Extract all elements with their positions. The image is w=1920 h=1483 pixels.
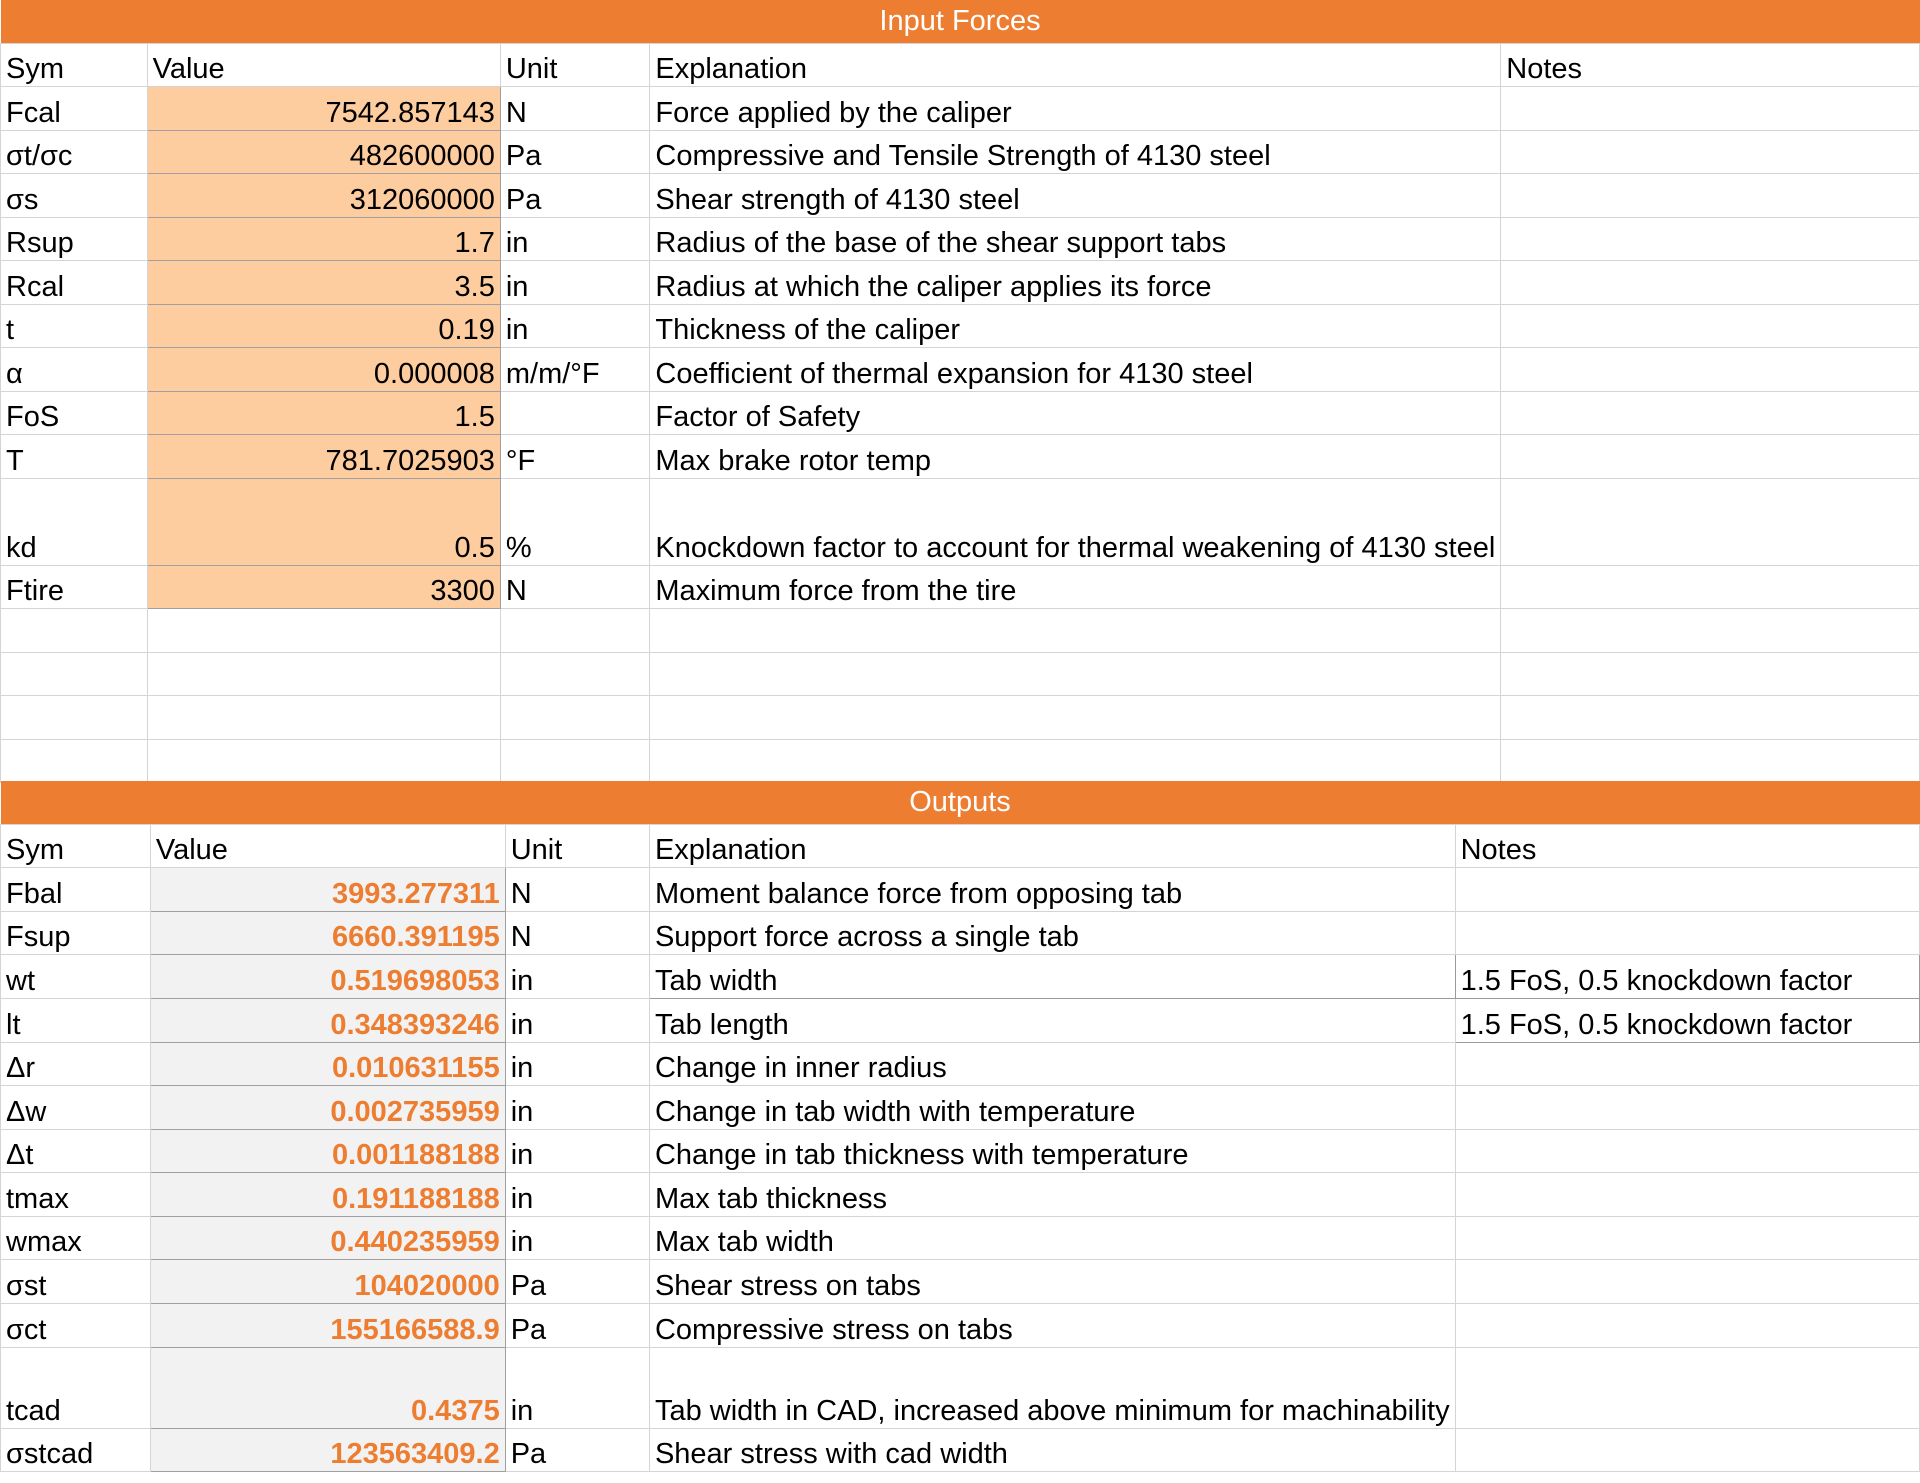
table-row xyxy=(1,1173,1920,1217)
empty-row xyxy=(1,653,1920,696)
sym-cell[interactable]: σct xyxy=(1,1304,151,1348)
notes-cell[interactable] xyxy=(1501,392,1920,435)
sym-cell[interactable]: Fcal xyxy=(1,87,148,131)
sym-cell[interactable]: Rsup xyxy=(1,218,148,261)
notes-cell[interactable] xyxy=(1455,912,1919,955)
explanation-cell[interactable]: Thickness of the caliper xyxy=(650,305,1501,348)
notes-cell[interactable] xyxy=(1501,174,1920,218)
table-row xyxy=(1,1429,1920,1472)
empty-row xyxy=(1,740,1920,783)
table-row xyxy=(1,1086,1920,1130)
explanation-cell[interactable]: Knockdown factor to account for thermal weakening of 4130 steel xyxy=(650,479,1501,566)
notes-cell[interactable] xyxy=(1455,1086,1919,1130)
unit-cell[interactable]: Pa xyxy=(505,1304,649,1348)
empty-cell[interactable] xyxy=(500,740,650,783)
value-cell[interactable]: 1.5 xyxy=(147,392,500,435)
empty-cell[interactable] xyxy=(500,609,650,653)
explanation-cell[interactable]: Change in tab thickness with temperature xyxy=(649,1130,1455,1173)
explanation-cell[interactable]: Tab width xyxy=(649,955,1455,999)
notes-cell[interactable] xyxy=(1455,1130,1919,1173)
explanation-cell[interactable]: Force applied by the caliper xyxy=(650,87,1501,131)
empty-cell[interactable] xyxy=(1501,609,1920,653)
sym-cell[interactable]: Δt xyxy=(1,1130,151,1173)
table-row xyxy=(1,305,1920,348)
value-cell[interactable]: 0.191188188 xyxy=(150,1173,505,1217)
table-row xyxy=(1,174,1920,218)
unit-cell[interactable]: in xyxy=(500,261,650,305)
explanation-cell[interactable]: Radius at which the caliper applies its force xyxy=(650,261,1501,305)
explanation-cell[interactable]: Moment balance force from opposing tab xyxy=(649,868,1455,912)
table-row xyxy=(1,348,1920,392)
explanation-cell[interactable]: Coefficient of thermal expansion for 4130 steel xyxy=(650,348,1501,392)
empty-cell[interactable] xyxy=(1501,653,1920,696)
input-header-row xyxy=(1,44,1920,87)
notes-cell[interactable] xyxy=(1455,1173,1919,1217)
value-cell[interactable]: 0.440235959 xyxy=(150,1217,505,1260)
sym-cell[interactable]: lt xyxy=(1,999,151,1043)
value-cell[interactable]: 123563409.2 xyxy=(150,1429,505,1472)
sym-cell[interactable]: Rcal xyxy=(1,261,148,305)
empty-cell[interactable] xyxy=(1501,696,1920,740)
sym-cell[interactable]: T xyxy=(1,435,148,479)
unit-cell[interactable]: in xyxy=(505,1086,649,1130)
unit-cell[interactable]: in xyxy=(505,1173,649,1217)
sym-cell[interactable]: σs xyxy=(1,174,148,218)
table-row xyxy=(1,955,1920,999)
sym-cell[interactable]: Δw xyxy=(1,1086,151,1130)
table-row xyxy=(1,1217,1920,1260)
empty-cell[interactable] xyxy=(147,609,500,653)
value-cell[interactable]: 155166588.9 xyxy=(150,1304,505,1348)
table-row xyxy=(1,1304,1920,1348)
notes-cell[interactable] xyxy=(1501,435,1920,479)
unit-cell[interactable]: in xyxy=(500,305,650,348)
sym-cell[interactable]: Δr xyxy=(1,1043,151,1086)
empty-cell[interactable] xyxy=(147,653,500,696)
unit-cell[interactable]: Pa xyxy=(500,174,650,218)
value-cell[interactable]: 0.519698053 xyxy=(150,955,505,999)
sym-cell[interactable]: Fbal xyxy=(1,868,151,912)
value-cell[interactable]: 0.348393246 xyxy=(150,999,505,1043)
value-cell[interactable]: 0.4375 xyxy=(150,1348,505,1429)
header-sym[interactable]: Sym xyxy=(1,825,151,868)
explanation-cell[interactable]: Max tab thickness xyxy=(649,1173,1455,1217)
notes-cell[interactable] xyxy=(1455,1348,1919,1429)
sym-cell[interactable]: wt xyxy=(1,955,151,999)
explanation-cell[interactable]: Shear stress with cad width xyxy=(649,1429,1455,1472)
header-unit[interactable]: Unit xyxy=(505,825,649,868)
table-row xyxy=(1,1260,1920,1304)
table-row xyxy=(1,868,1920,912)
sym-cell[interactable]: tmax xyxy=(1,1173,151,1217)
notes-cell[interactable]: 1.5 FoS, 0.5 knockdown factor xyxy=(1455,955,1919,999)
empty-cell[interactable] xyxy=(1,653,148,696)
value-cell[interactable]: 7542.857143 xyxy=(147,87,500,131)
unit-cell[interactable]: in xyxy=(505,955,649,999)
table-row xyxy=(1,999,1920,1043)
sym-cell[interactable]: σt/σc xyxy=(1,131,148,174)
sym-cell[interactable]: Fsup xyxy=(1,912,151,955)
explanation-cell[interactable]: Factor of Safety xyxy=(650,392,1501,435)
sym-cell[interactable]: α xyxy=(1,348,148,392)
empty-row xyxy=(1,696,1920,740)
value-cell[interactable]: 1.7 xyxy=(147,218,500,261)
explanation-cell[interactable]: Radius of the base of the shear support tabs xyxy=(650,218,1501,261)
notes-cell[interactable] xyxy=(1501,305,1920,348)
explanation-cell[interactable]: Shear stress on tabs xyxy=(649,1260,1455,1304)
empty-cell[interactable] xyxy=(1,740,148,783)
unit-cell[interactable]: in xyxy=(505,999,649,1043)
notes-cell[interactable] xyxy=(1455,868,1919,912)
output-title-row xyxy=(1,781,1920,825)
empty-cell[interactable] xyxy=(650,696,1501,740)
unit-cell[interactable]: N xyxy=(505,868,649,912)
header-explanation[interactable]: Explanation xyxy=(650,44,1501,87)
value-cell[interactable]: 3300 xyxy=(147,566,500,609)
notes-cell[interactable] xyxy=(1501,131,1920,174)
explanation-cell[interactable]: Support force across a single tab xyxy=(649,912,1455,955)
unit-cell[interactable]: °F xyxy=(500,435,650,479)
explanation-cell[interactable]: Compressive stress on tabs xyxy=(649,1304,1455,1348)
explanation-cell[interactable]: Change in tab width with temperature xyxy=(649,1086,1455,1130)
explanation-cell[interactable]: Compressive and Tensile Strength of 4130 steel xyxy=(650,131,1501,174)
unit-cell[interactable]: in xyxy=(505,1043,649,1086)
unit-cell[interactable]: in xyxy=(505,1348,649,1429)
empty-cell[interactable] xyxy=(650,653,1501,696)
value-cell[interactable]: 482600000 xyxy=(147,131,500,174)
unit-cell[interactable]: N xyxy=(505,912,649,955)
empty-cell[interactable] xyxy=(1,696,148,740)
header-explanation[interactable]: Explanation xyxy=(649,825,1455,868)
value-cell[interactable]: 0.5 xyxy=(147,479,500,566)
empty-cell[interactable] xyxy=(650,609,1501,653)
empty-row xyxy=(1,609,1920,653)
notes-cell[interactable]: 1.5 FoS, 0.5 knockdown factor xyxy=(1455,999,1919,1043)
output-header-row xyxy=(1,825,1920,868)
unit-cell[interactable]: Pa xyxy=(505,1260,649,1304)
empty-cell[interactable] xyxy=(147,740,500,783)
unit-cell[interactable]: in xyxy=(505,1217,649,1260)
notes-cell[interactable] xyxy=(1455,1043,1919,1086)
notes-cell[interactable] xyxy=(1501,218,1920,261)
table-row xyxy=(1,912,1920,955)
table-row xyxy=(1,1348,1920,1429)
value-cell[interactable]: 3.5 xyxy=(147,261,500,305)
value-cell[interactable]: 0.001188188 xyxy=(150,1130,505,1173)
value-cell[interactable]: 312060000 xyxy=(147,174,500,218)
sym-cell[interactable]: σst xyxy=(1,1260,151,1304)
header-sym[interactable]: Sym xyxy=(1,44,148,87)
value-cell[interactable]: 0.002735959 xyxy=(150,1086,505,1130)
explanation-cell[interactable]: Tab width in CAD, increased above minimum for machinability xyxy=(649,1348,1455,1429)
notes-cell[interactable] xyxy=(1501,348,1920,392)
notes-cell[interactable] xyxy=(1455,1429,1919,1472)
unit-cell[interactable]: % xyxy=(500,479,650,566)
unit-cell[interactable]: in xyxy=(505,1130,649,1173)
table-row xyxy=(1,1130,1920,1173)
unit-cell[interactable]: N xyxy=(500,87,650,131)
value-cell[interactable]: 104020000 xyxy=(150,1260,505,1304)
unit-cell[interactable]: m/m/°F xyxy=(500,348,650,392)
header-unit[interactable]: Unit xyxy=(500,44,650,87)
unit-cell[interactable]: N xyxy=(500,566,650,609)
sym-cell[interactable]: tcad xyxy=(1,1348,151,1429)
sym-cell[interactable]: t xyxy=(1,305,148,348)
notes-cell[interactable] xyxy=(1501,87,1920,131)
empty-cell[interactable] xyxy=(1,609,148,653)
table-row xyxy=(1,261,1920,305)
value-cell[interactable]: 3993.277311 xyxy=(150,868,505,912)
table-row xyxy=(1,218,1920,261)
header-notes[interactable]: Notes xyxy=(1455,825,1919,868)
value-cell[interactable]: 6660.391195 xyxy=(150,912,505,955)
header-value[interactable]: Value xyxy=(147,44,500,87)
sym-cell[interactable]: FoS xyxy=(1,392,148,435)
sym-cell[interactable]: kd xyxy=(1,479,148,566)
header-notes[interactable]: Notes xyxy=(1501,44,1920,87)
notes-cell[interactable] xyxy=(1501,566,1920,609)
value-cell[interactable]: 0.19 xyxy=(147,305,500,348)
empty-cell[interactable] xyxy=(650,740,1501,783)
table-row xyxy=(1,479,1920,566)
table-row xyxy=(1,566,1920,609)
explanation-cell[interactable]: Maximum force from the tire xyxy=(650,566,1501,609)
outputs-table xyxy=(0,781,1920,1472)
table-row xyxy=(1,1043,1920,1086)
notes-cell[interactable] xyxy=(1455,1217,1919,1260)
notes-cell[interactable] xyxy=(1501,479,1920,566)
explanation-cell[interactable]: Max brake rotor temp xyxy=(650,435,1501,479)
notes-cell[interactable] xyxy=(1501,261,1920,305)
sym-cell[interactable]: wmax xyxy=(1,1217,151,1260)
output-title-cell[interactable]: Outputs xyxy=(1,781,1920,825)
value-cell[interactable]: 0.000008 xyxy=(147,348,500,392)
empty-cell[interactable] xyxy=(500,696,650,740)
explanation-cell[interactable]: Change in inner radius xyxy=(649,1043,1455,1086)
input-title-cell[interactable]: Input Forces xyxy=(1,0,1920,44)
empty-cell[interactable] xyxy=(147,696,500,740)
value-cell[interactable]: 781.7025903 xyxy=(147,435,500,479)
explanation-cell[interactable]: Max tab width xyxy=(649,1217,1455,1260)
value-cell[interactable]: 0.010631155 xyxy=(150,1043,505,1086)
table-row xyxy=(1,87,1920,131)
sym-cell[interactable]: σstcad xyxy=(1,1429,151,1472)
table-row xyxy=(1,131,1920,174)
unit-cell[interactable]: in xyxy=(500,218,650,261)
unit-cell[interactable]: Pa xyxy=(500,131,650,174)
explanation-cell[interactable]: Shear strength of 4130 steel xyxy=(650,174,1501,218)
empty-cell[interactable] xyxy=(500,653,650,696)
unit-cell[interactable] xyxy=(500,392,650,435)
header-value[interactable]: Value xyxy=(150,825,505,868)
notes-cell[interactable] xyxy=(1455,1260,1919,1304)
notes-cell[interactable] xyxy=(1455,1304,1919,1348)
empty-cell[interactable] xyxy=(1501,740,1920,783)
sym-cell[interactable]: Ftire xyxy=(1,566,148,609)
unit-cell[interactable]: Pa xyxy=(505,1429,649,1472)
table-row xyxy=(1,435,1920,479)
input-title-row xyxy=(1,0,1920,44)
explanation-cell[interactable]: Tab length xyxy=(649,999,1455,1043)
table-row xyxy=(1,392,1920,435)
